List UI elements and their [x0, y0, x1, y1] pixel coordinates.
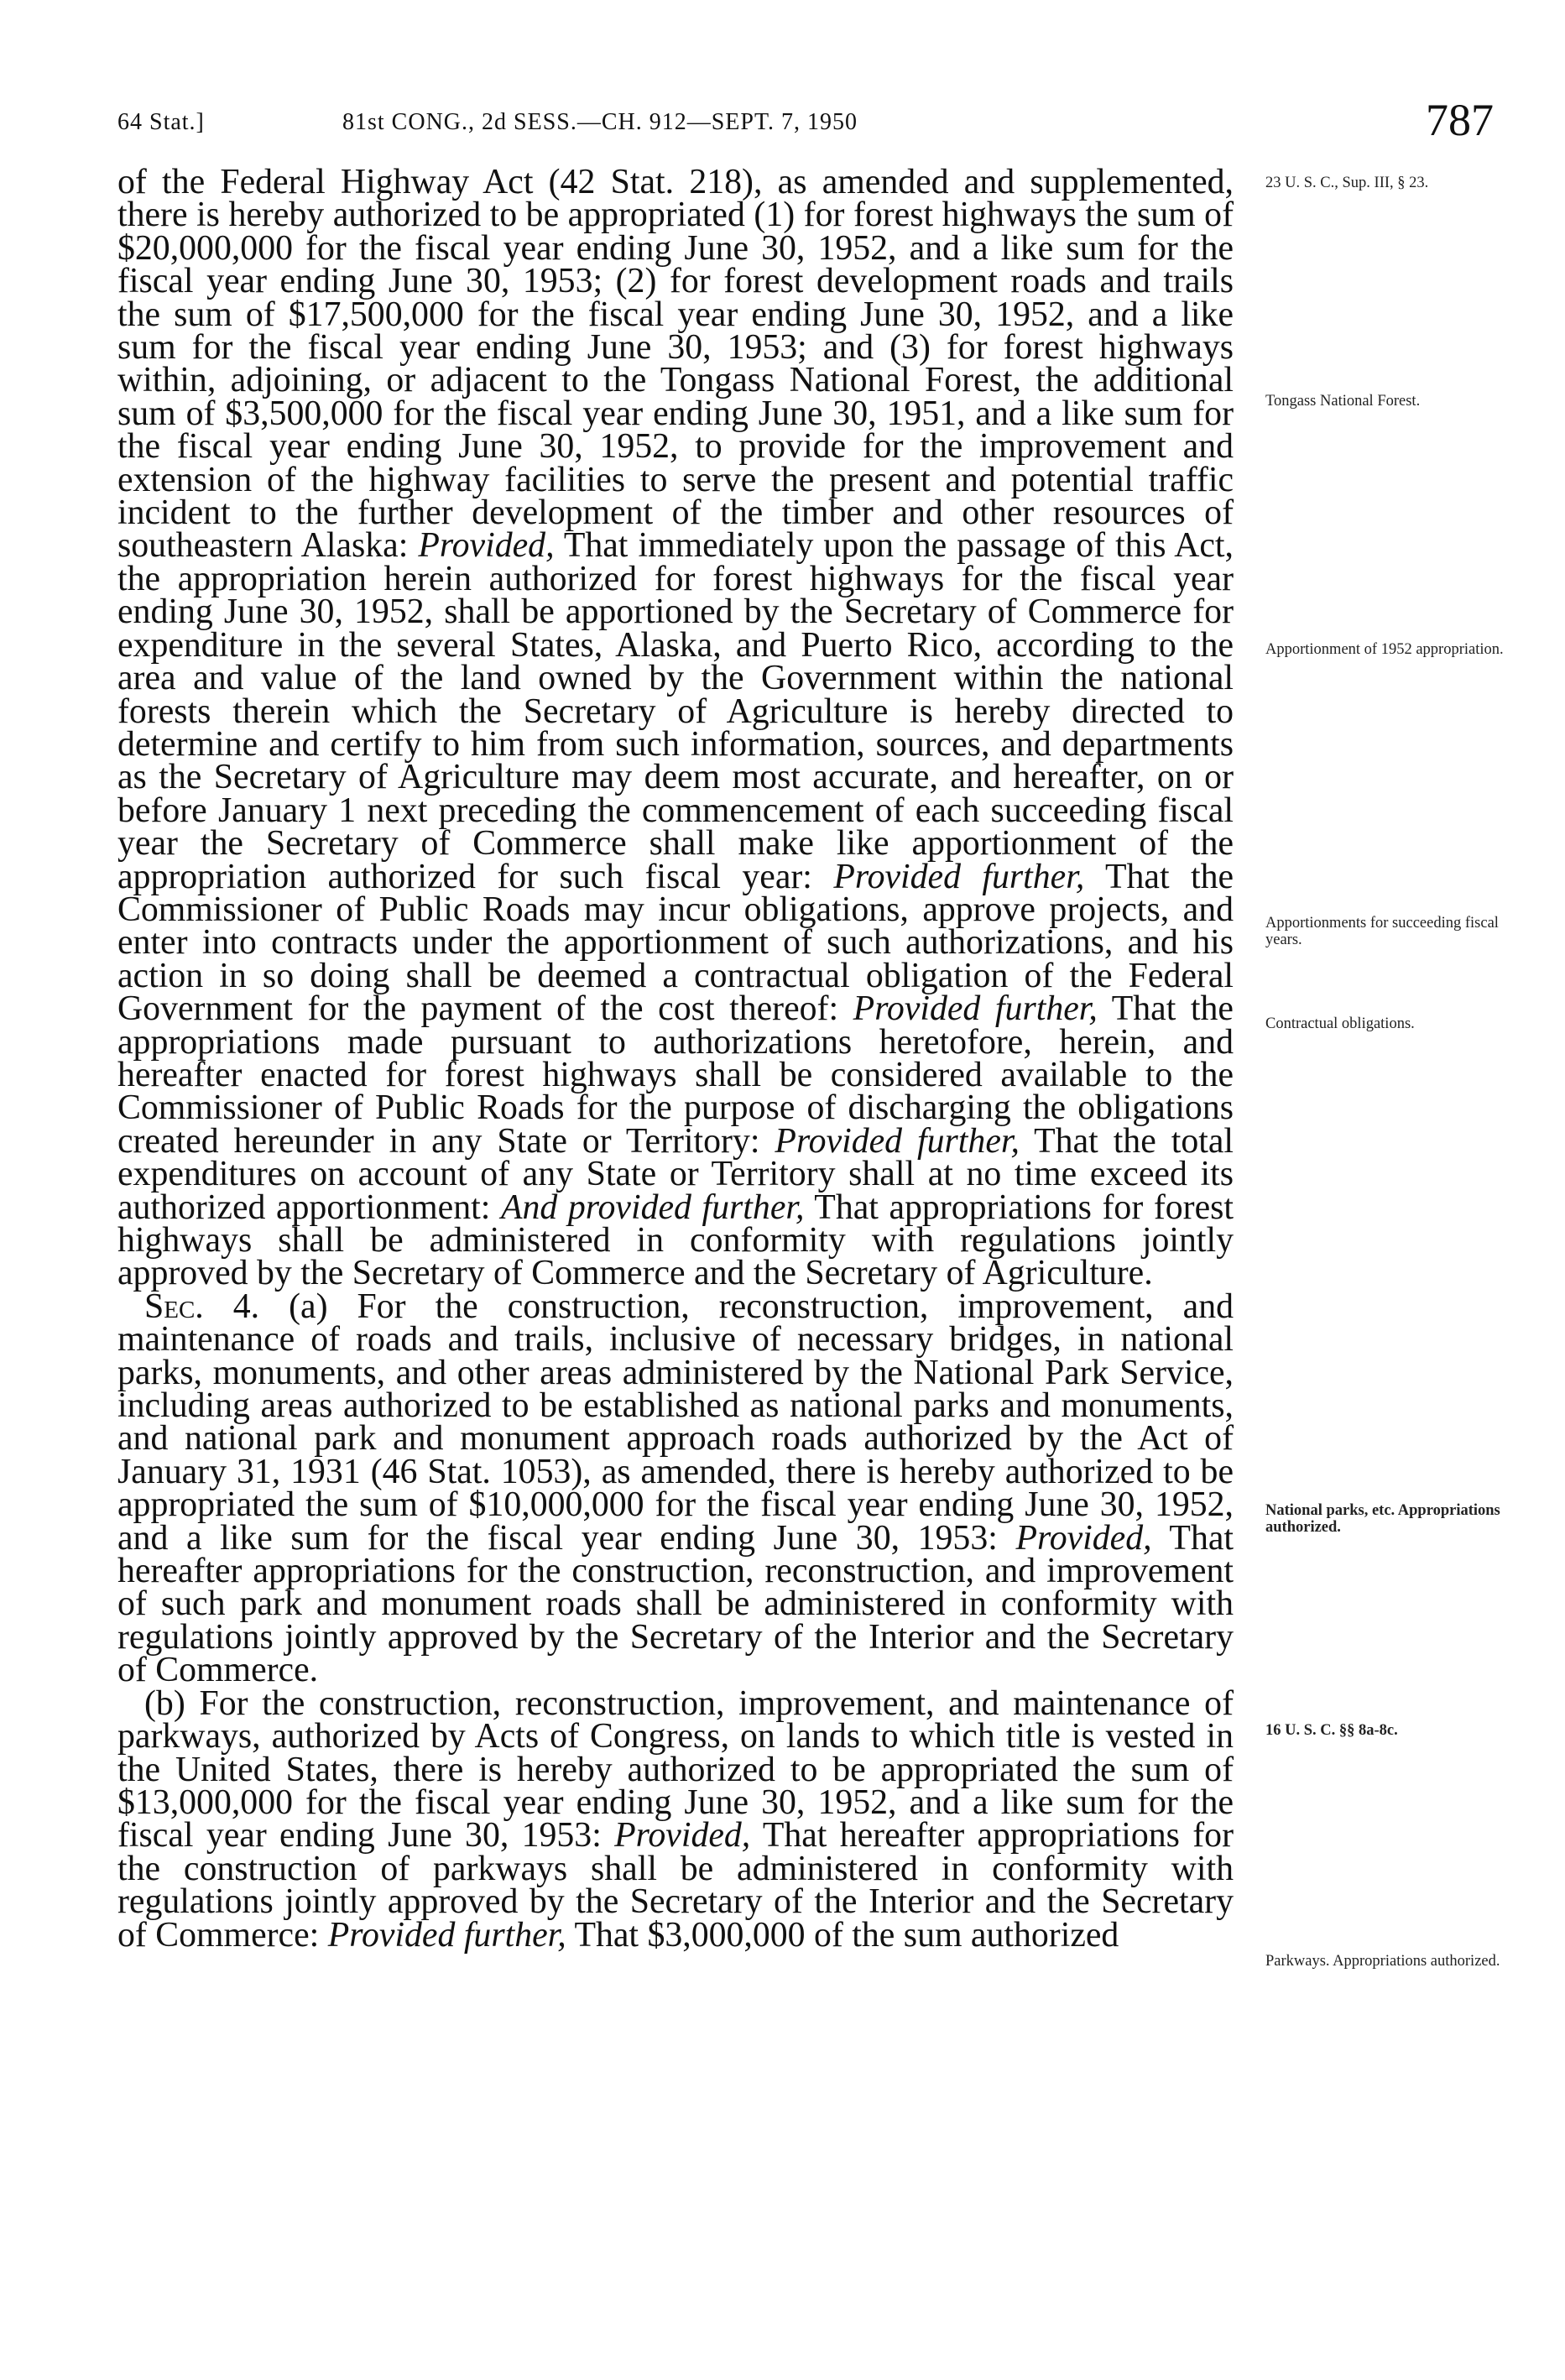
margin-note-usc-16: 16 U. S. C. §§ 8a-8c.: [1265, 1722, 1398, 1739]
text-run: of the Federal Highway Act (42 Stat. 218), as amended and supplemented, there is hereby authorized to be appropriated (1) for forest highways the sum of $20,000,000 for the fiscal year ending June 30, 1952, and a like sum for the fiscal year ending June 30, 1953; (2) for forest development roads and trails the sum of $17,500,000 for the fiscal year ending June 30, 1952, and a like sum for the fiscal year ending June 30, 1953; and (3) for forest highways within, adjoining, or adjacent to the Tongass National Forest, the additional sum of $3,500,000 for the fiscal year ending June 30, 1951, and a like sum for the fiscal year ending June 30, 1952, to provide for the improvement and extension of the highway facilities to serve the present and potential traffic incident to the further development of the timber and other resources of southeastern Alaska:: [117, 163, 1234, 566]
proviso-italic: Provided further,: [853, 989, 1098, 1029]
proviso-italic: Provided,: [614, 1816, 751, 1855]
text-run: That appropriations for forest highways shall be administered in conformity with regulations jointly approved by the Secretary of Commerce and the Secretary of Agriculture.: [117, 1187, 1234, 1293]
margin-note-national-parks: National parks, etc. Appropriations authorized.: [1265, 1502, 1500, 1536]
proviso-italic: And provided further,: [500, 1187, 805, 1227]
proviso-italic: Provided further,: [833, 857, 1085, 896]
paragraph-section-4a: [117, 1287, 1234, 1690]
proviso-italic: Provided further,: [327, 1915, 566, 1955]
text-run: That immediately upon the passage of this Act, the appropriation herein authorized for forest highways for the fiscal year ending June 30, 1952, shall be apportioned by the Secretary of Commerce for expenditure in the several States, Alaska, and Puerto Rico, according to the area and value of the land owned by the Government within the national forests therein which the Secretary of Agriculture is hereby directed to determine and certify to him from such information, sources, and departments as the Secretary of Agriculture may deem most accurate, and hereafter, on or before January 1 next preceding the commencement of each succeeding fiscal year the Secretary of Commerce shall make like apportionment of the appropriation authorized for such fiscal year:: [117, 526, 1234, 896]
paragraph-forest-highways: [117, 163, 1234, 1293]
margin-note-parkways: Parkways. Appropriations authorized.: [1265, 1953, 1500, 1970]
text-run: That the Commissioner of Public Roads may incur obligations, approve projects, and enter into contracts under the apportionment of such authorizations, and his action in so doing shall be deemed a contractual obligation of the Federal Government for the payment of the cost thereof:: [117, 857, 1234, 1029]
text-run: That the total expenditures on account of any State or Territory shall at no time exceed its authorized apportionment:: [117, 1121, 1234, 1227]
section-label: Sec. 4.: [144, 1287, 260, 1326]
text-run: (a) For the construction, reconstruction, improvement, and maintenance of roads and trails, inclusive of necessary bridges, in national parks, monuments, and other areas administered by the National Park Service, including areas authorized to be established as national parks and monuments, and national park and monument approach roads authorized by the Act of January 31, 1931 (46 Stat. 1053), as amended, there is hereby authorized to be appropriated the sum of $10,000,000 for the fiscal year ending June 30, 1952, and a like sum for the fiscal year ending June 30, 1953:: [117, 1287, 1234, 1558]
statute-volume-ref: 64 Stat.]: [117, 109, 205, 135]
proviso-italic: Provided further,: [775, 1121, 1020, 1161]
proviso-italic: Provided,: [1015, 1518, 1152, 1558]
text-run: That the appropriations made pursuant to authorizations heretofore, herein, and hereafter enacted for forest highways shall be considered available to the Commissioner of Public Roads for the purpose of discharging the obligations created hereunder in any State or Territory:: [117, 989, 1234, 1161]
margin-note-usc-23: 23 U. S. C., Sup. III, § 23.: [1265, 175, 1429, 191]
margin-note-apportionment-1952: Apportionment of 1952 appropriation.: [1265, 641, 1504, 658]
margin-note-contractual: Contractual obligations.: [1265, 1015, 1415, 1032]
text-run: That hereafter appropriations for the construction, reconstruction, and improvement of such park and monument roads shall be administered in conformity with regulations jointly approved by the Secretary of the Interior and the Secretary of Commerce.: [117, 1518, 1234, 1690]
margin-note-tongass: Tongass National Forest.: [1265, 393, 1421, 410]
page-number: 787: [1426, 95, 1494, 145]
margin-note-apportionments-succeeding: Apportionments for succeeding fiscal years.: [1265, 915, 1499, 948]
text-run: (b) For the construction, reconstruction, improvement, and maintenance of parkways, authorized by Acts of Congress, on lands to which title is vested in the United States, there is hereby authorized to be appropriated the sum of $13,000,000 for the fiscal year ending June 30, 1952, and a like sum for the fiscal year ending June 30, 1953:: [117, 1683, 1234, 1855]
statute-body: [117, 163, 1234, 1955]
text-run: That $3,000,000 of the sum authorized: [574, 1915, 1119, 1955]
session-chapter-date: 81st CONG., 2d SESS.—CH. 912—SEPT. 7, 1950: [342, 109, 858, 135]
page-header: [117, 94, 1494, 153]
proviso-italic: Provided,: [418, 526, 555, 566]
paragraph-section-4b: [117, 1683, 1234, 1955]
text-run: That hereafter appropriations for the construction of parkways shall be administered in conformity with regulations jointly approved by the Secretary of the Interior and the Secretary of Commerce:: [117, 1816, 1234, 1955]
